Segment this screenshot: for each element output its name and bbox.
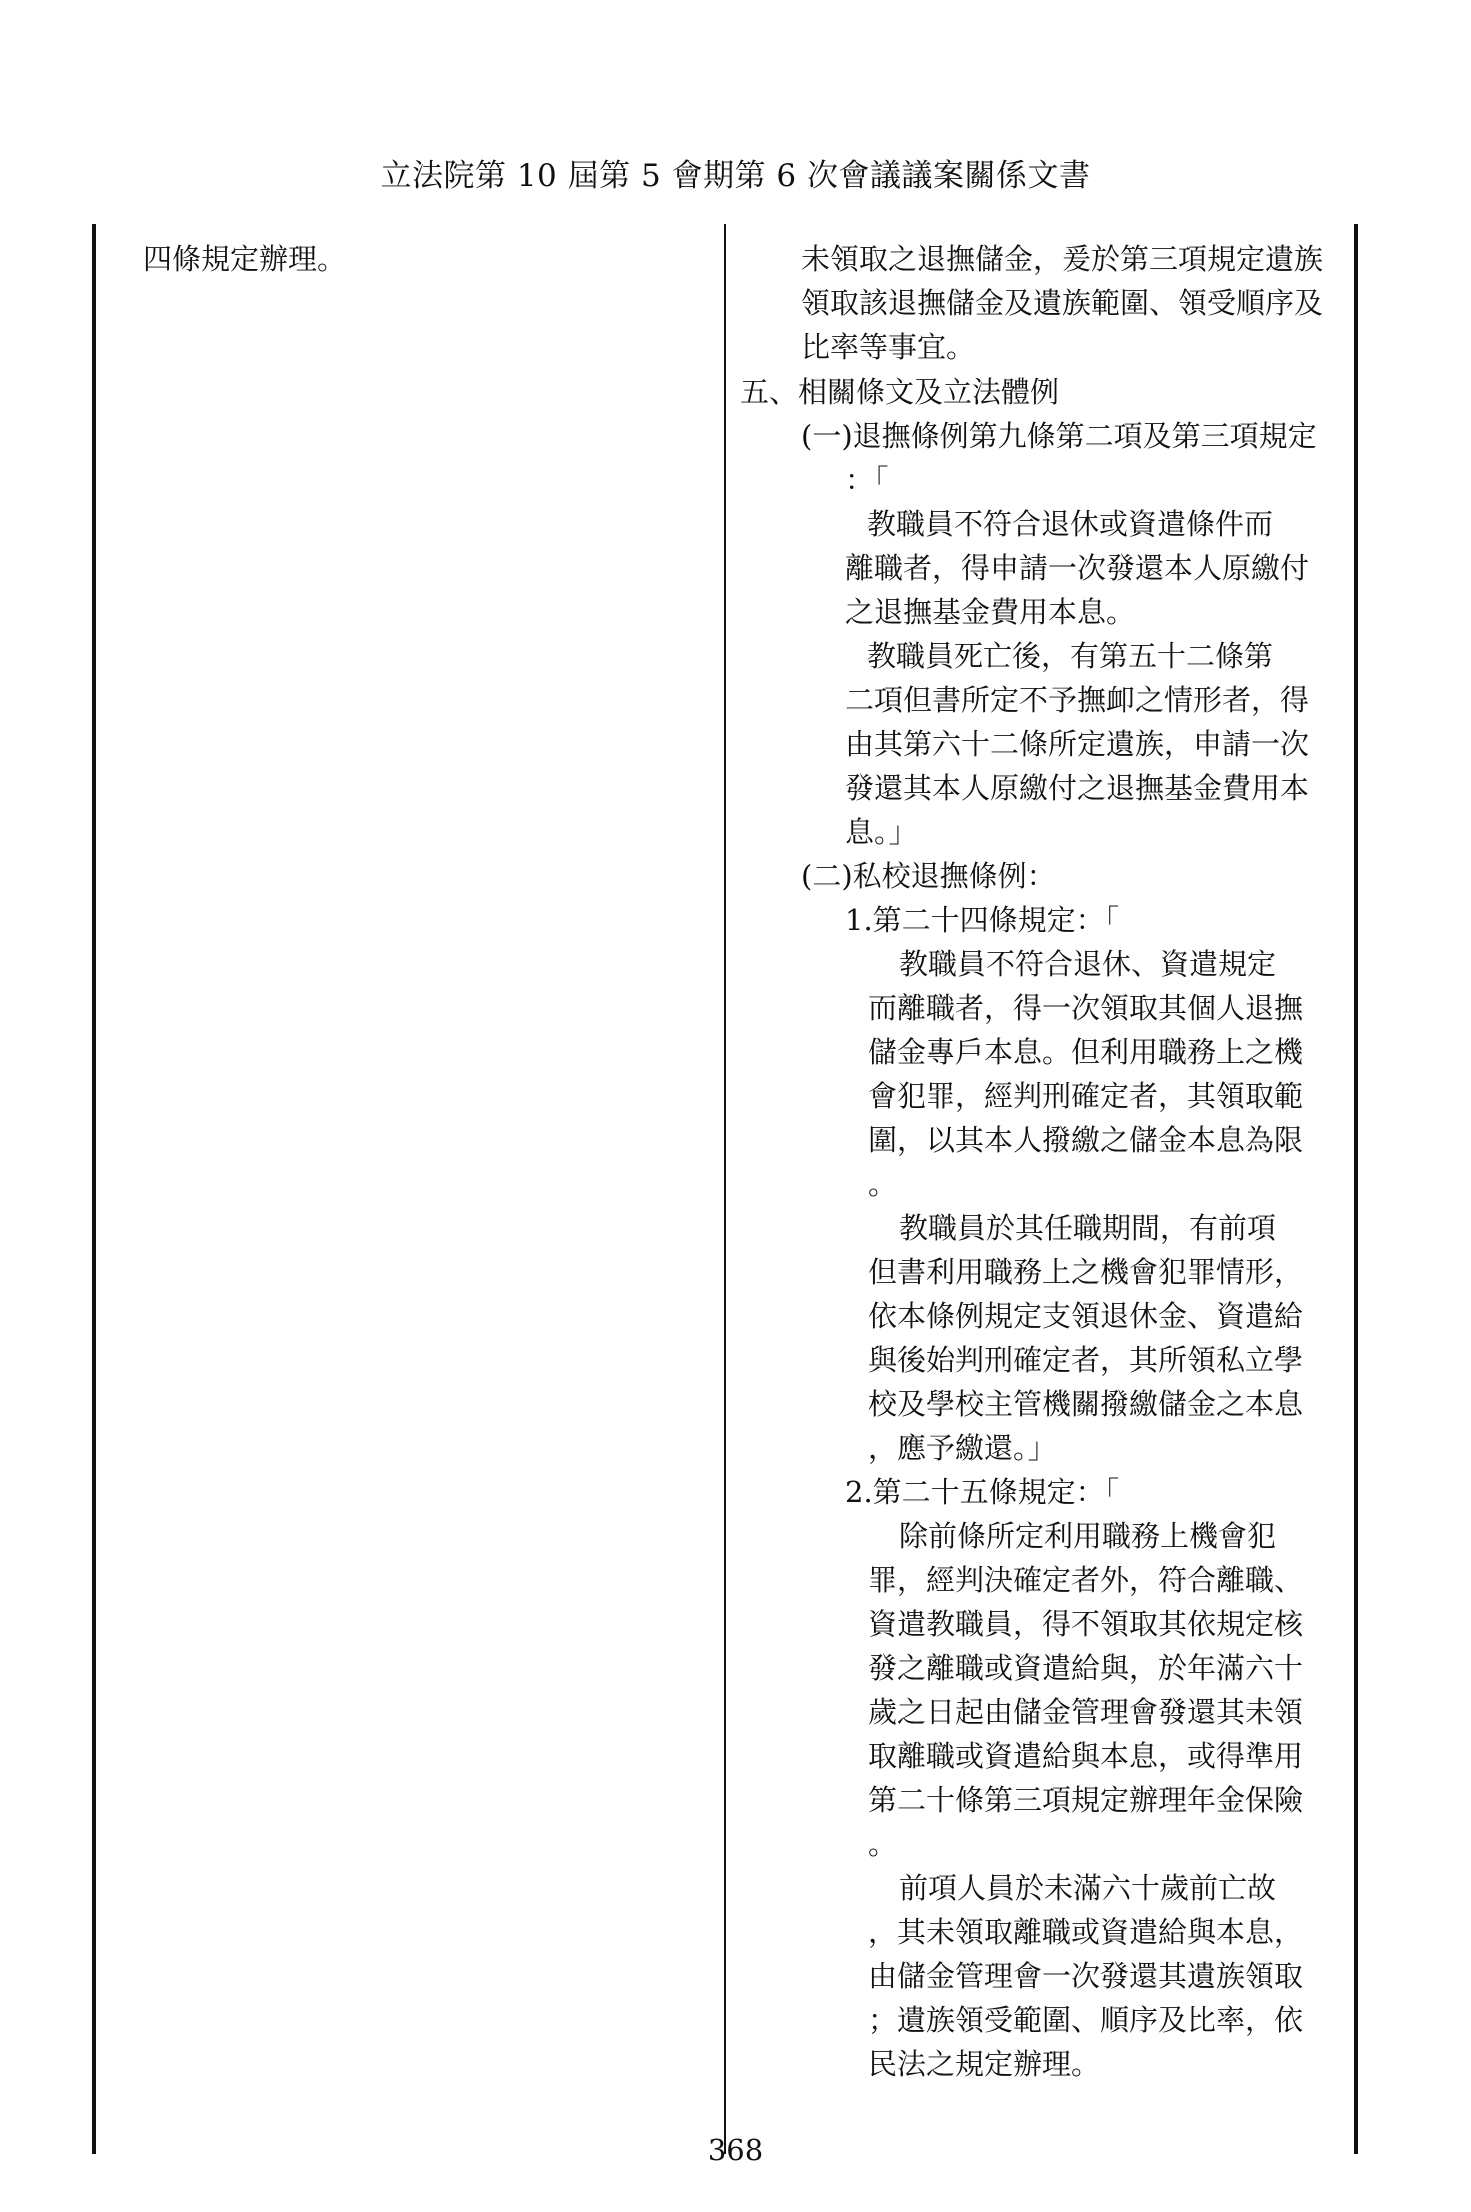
right-text-line: 由其第六十二條所定遺族，申請一次	[845, 727, 1310, 761]
right-text-line: 1.第二十四條規定：「	[845, 903, 1120, 937]
right-text-line: 教職員不符合退休、資遣規定	[899, 947, 1277, 981]
right-text-line: 二項但書所定不予撫卹之情形者，得	[845, 683, 1310, 717]
right-text-line: 會犯罪，經判刑確定者，其領取範	[868, 1079, 1304, 1113]
right-text-line: 罪，經判決確定者外，符合離職、	[868, 1563, 1304, 1597]
right-text-line: 而離職者，得一次領取其個人退撫	[868, 991, 1304, 1025]
right-border-line	[1354, 224, 1358, 2154]
right-text-line: 教職員於其任職期間，有前項	[899, 1211, 1277, 1245]
right-text-line: 依本條例規定支領退休金、資遣給	[868, 1299, 1304, 1333]
page-number: 368	[707, 2133, 764, 2167]
right-text-line: 。	[868, 1827, 898, 1861]
right-text-line: 前項人員於未滿六十歲前亡故	[899, 1871, 1277, 1905]
right-text-line: 五、相關條文及立法體例	[740, 375, 1060, 409]
right-text-line: 離職者，得申請一次發還本人原繳付	[845, 551, 1310, 585]
right-text-line: 取離職或資遣給與本息，或得準用	[868, 1739, 1304, 1773]
right-text-line: ，應予繳還。」	[868, 1431, 1057, 1465]
right-text-line: 但書利用職務上之機會犯罪情形，	[868, 1255, 1304, 1289]
right-text-line: ：「	[845, 463, 889, 497]
right-text-line: 2.第二十五條規定：「	[845, 1475, 1120, 1509]
document-header-title: 立法院第 10 屆第 5 會期第 6 次會議議案關係文書	[380, 158, 1091, 194]
right-text-line: 發還其本人原繳付之退撫基金費用本	[845, 771, 1310, 805]
right-text-line: 息。」	[845, 815, 918, 849]
column-divider-line	[724, 224, 726, 2154]
right-text-line: 。	[868, 1167, 898, 1201]
right-text-line: 發之離職或資遣給與，於年滿六十	[868, 1651, 1304, 1685]
right-text-line: ；遺族領受範圍、順序及比率，依	[868, 2003, 1304, 2037]
left-column-text: 四條規定辦理。	[143, 242, 347, 276]
left-border-line	[92, 224, 96, 2154]
right-text-line: 民法之規定辦理。	[868, 2047, 1101, 2081]
right-text-line: 第二十條第三項規定辦理年金保險	[868, 1783, 1304, 1817]
right-text-line: 資遣教職員，得不領取其依規定核	[868, 1607, 1304, 1641]
right-text-line: 由儲金管理會一次發還其遺族領取	[868, 1959, 1304, 1993]
right-text-line: 領取該退撫儲金及遺族範圍、領受順序及	[801, 286, 1324, 320]
right-text-line: 比率等事宜。	[801, 330, 976, 364]
right-text-line: (一)退撫條例第九條第二項及第三項規定	[801, 419, 1317, 453]
right-text-line: ，其未領取離職或資遣給與本息，	[868, 1915, 1304, 1949]
right-text-line: 教職員死亡後，有第五十二條第	[867, 639, 1274, 673]
right-text-line: 儲金專戶本息。但利用職務上之機	[868, 1035, 1304, 1069]
right-text-line: 未領取之退撫儲金，爰於第三項規定遺族	[801, 242, 1324, 276]
right-text-line: 歲之日起由儲金管理會發還其未領	[868, 1695, 1304, 1729]
right-text-line: 教職員不符合退休或資遣條件而	[867, 507, 1274, 541]
right-text-line: 除前條所定利用職務上機會犯	[899, 1519, 1277, 1553]
right-text-line: 之退撫基金費用本息。	[845, 595, 1136, 629]
right-text-line: (二)私校退撫條例：	[801, 859, 1056, 893]
right-text-line: 與後始判刑確定者，其所領私立學	[868, 1343, 1304, 1377]
right-text-line: 校及學校主管機關撥繳儲金之本息	[868, 1387, 1304, 1421]
right-text-line: 圍，以其本人撥繳之儲金本息為限	[868, 1123, 1304, 1157]
